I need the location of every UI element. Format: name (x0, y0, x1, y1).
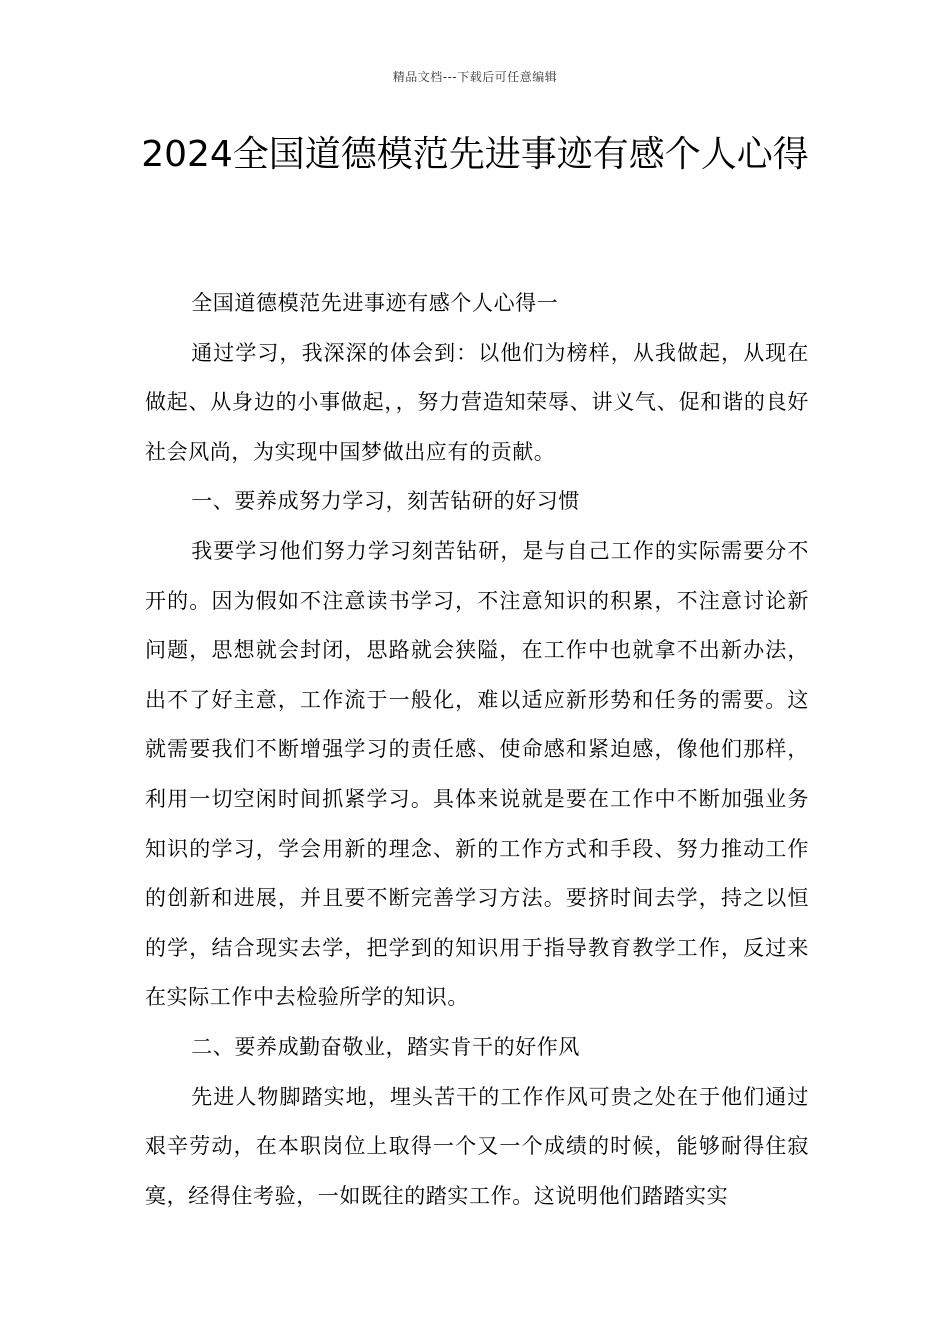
header-note: 精品文档---下载后可任意编辑 (392, 70, 558, 84)
document-title: 2024全国道德模范先进事迹有感个人心得 (141, 134, 809, 175)
paragraph-intro: 通过学习，我深深的体会到：以他们为榜样，从我做起，从现在做起、从身边的小事做起，，努力营造知荣辱、讲义气、促和谐的良好社会风尚，为实现中国梦做出应有的贡献。 (145, 340, 809, 464)
paragraph-diligence: 先进人物脚踏实地，埋头苦干的工作作风可贵之处在于他们通过艰辛劳动，在本职岗位上取得一个又一个成绩的时候，能够耐得住寂寞，经得住考验，一如既往的踏实工作。这说明他们踏踏实实 (145, 1084, 809, 1208)
document-body (145, 279, 809, 1221)
section-heading-1: 全国道德模范先进事迹有感个人心得一 (191, 291, 559, 315)
section-heading-study: 一、要养成努力学习，刻苦钻研的好习惯 (191, 489, 580, 514)
paragraph-study: 我要学习他们努力学习刻苦钻研，是与自己工作的实际需要分不开的。因为假如不注意读书学习，不注意知识的积累，不注意讨论新问题，思想就会封闭，思路就会狭隘，在工作中也就拿不出新办法，出不了好主意，工作流于一般化，难以适应新形势和任务的需要。这就需要我们不断增强学习的责任感、使命感和紧迫感，像他们那样，利用一切空闲时间抓紧学习。具体来说就是要在工作中不断加强业务知识的学习，学会用新的理念、新的工作方式和手段、努力推动工作的创新和进展，并且要不断完善学习方法。要挤时间去学，持之以恒的学，结合现实去学，把学到的知识用于指导教育教学工作，反过来在实际工作中去检验所学的知识。 (145, 538, 809, 1010)
section-heading-diligence: 二、要养成勤奋敬业，踏实肯干的好作风 (191, 1034, 580, 1059)
